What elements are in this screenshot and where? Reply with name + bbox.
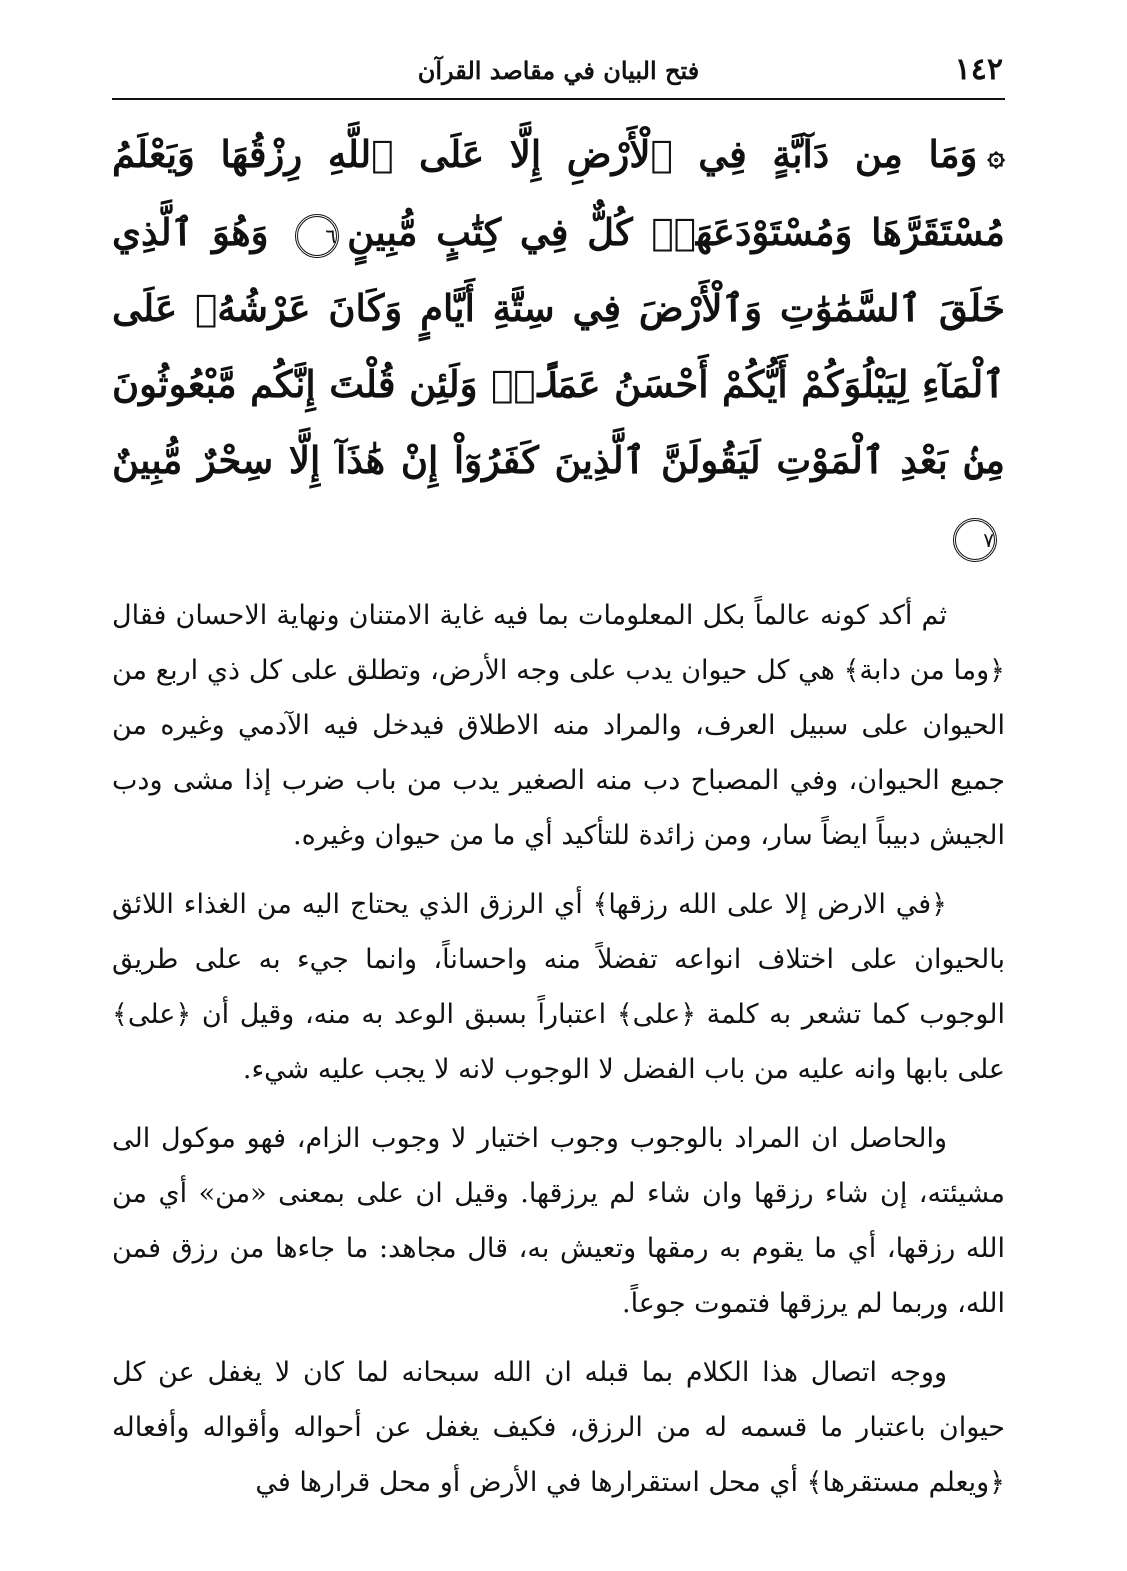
verse-6-text: وَمَا مِن دَآبَّةٍ فِي ٱلْأَرْضِ إِلَّا عَلَى ٱللَّهِ رِزْقُهَا وَيَعْلَمُ مُسْتَقَرَّهَا وَمُسْتَوْدَعَهَاۚ كُلٌّ فِي كِتَٰبٍ مُّبِينٍ (112, 132, 1005, 254)
commentary-paragraph: ثم أكد كونه عالماً بكل المعلومات بما فيه غاية الامتنان ونهاية الاحسان فقال ﴿وما من دابة﴾ هي كل حيوان يدب على وجه الأرض، وتطلق على كل ذي اربع من الحيوان على سبيل العرف، والمراد منه الاطلاق فيدخل فيه الآدمي وغيره من جميع الحيوان، وفي المصباح دب منه الصغير يدب من باب ضرب إذا مشى ودب الجيش دبيباً ايضاً سار، ومن زائدة للتأكيد أي ما من حيوان وغيره. (112, 600, 1005, 851)
page-header (112, 48, 1005, 100)
verse-number-marker: ٧ (953, 518, 997, 562)
running-title: فتح البيان في مقاصد القرآن (417, 56, 700, 85)
commentary-paragraph: والحاصل ان المراد بالوجوب وجوب اختيار لا وجوب الزام، فهو موكول الى مشيئته، إن شاء رزقها وان شاء لم يرزقها. وقيل ان على بمعنى «من» أي من الله رزقها، أي ما يقوم به رمقها وتعيش به، قال مجاهد: ما جاءها من رزق فمن الله، وربما لم يرزقها فتموت جوعاً. (112, 1123, 1005, 1319)
hizb-ornament-icon: ۞ (987, 138, 1005, 173)
page-number: ١٤٢ (954, 52, 1003, 87)
commentary-paragraph: ﴿في الارض إلا على الله رزقها﴾ أي الرزق الذي يحتاج اليه من الغذاء اللائق بالحيوان على اختلاف انواعه تفضلاً منه واحساناً، وانما جيء به على طريق الوجوب كما تشعر به كلمة ﴿على﴾ اعتباراً بسبق الوعد به منه، وقيل أن ﴿على﴾ على بابها وانه عليه من باب الفضل لا الوجوب لانه لا يجب عليه شيء. (112, 889, 1005, 1085)
commentary-paragraph: ووجه اتصال هذا الكلام بما قبله ان الله سبحانه لما كان لا يغفل عن كل حيوان باعتبار ما قسمه له من الرزق، فكيف يغفل عن أحواله وأقواله وأفعاله ﴿ويعلم مستقرها﴾ أي محل استقرارها في الأرض أو محل قرارها في (112, 1357, 1005, 1498)
verse-number-marker: ٦ (295, 214, 339, 258)
quran-verses (112, 116, 1005, 574)
verse-7-text: وَهُوَ ٱلَّذِي خَلَقَ ٱلسَّمَٰوَٰتِ وَٱلْأَرْضَ فِي سِتَّةِ أَيَّامٍ وَكَانَ عَرْشُهُۥ عَلَى ٱلْمَآءِ لِيَبْلُوَكُمْ أَيُّكُمْ أَحْسَنُ عَمَلًاۗ وَلَئِن قُلْتَ إِنَّكُم مَّبْعُوثُونَ مِنۢ بَعْدِ ٱلْمَوْتِ لَيَقُولَنَّ ٱلَّذِينَ كَفَرُوٓاْ إِنْ هَٰذَآ إِلَّا سِحْرٌ مُّبِينٌ (112, 210, 1005, 482)
commentary-text (112, 588, 1005, 1510)
